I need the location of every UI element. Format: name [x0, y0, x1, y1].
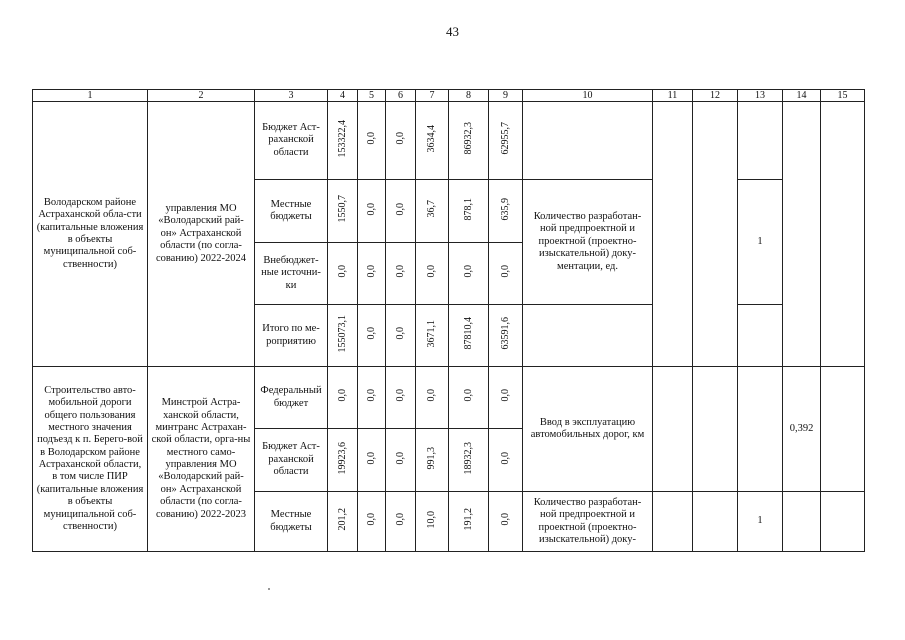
- table-row: [33, 367, 865, 429]
- indicator-value: 1: [738, 180, 783, 305]
- header-row: [33, 90, 865, 102]
- amount-value: 0,0: [365, 132, 377, 145]
- header-cell: 5: [358, 90, 386, 102]
- header-cell: 12: [693, 90, 738, 102]
- amount-value: 0,0: [394, 202, 406, 216]
- indicator-value: 1: [738, 492, 783, 552]
- amount-value: 635,9: [499, 197, 511, 221]
- header-cell: 2: [148, 90, 255, 102]
- funding-source: Итого по ме-роприятию: [255, 305, 328, 367]
- amount-value: 0,0: [336, 265, 348, 278]
- indicator-value: 0,392: [783, 367, 821, 492]
- amount-value: 0,0: [499, 389, 511, 402]
- header-cell: 10: [523, 90, 653, 102]
- header-cell: 3: [255, 90, 328, 102]
- amount-value: 62955,7: [499, 122, 511, 155]
- amount-value: 19923,6: [336, 441, 348, 475]
- header-cell: 13: [738, 90, 783, 102]
- amount-value: 0,0: [462, 265, 474, 278]
- amount-value: 191,2: [462, 508, 474, 531]
- amount-value: 0,0: [394, 389, 406, 402]
- amount-value: 0,0: [394, 327, 406, 340]
- amount-value: 0,0: [365, 389, 377, 402]
- amount-value: 0,0: [499, 265, 511, 278]
- measure-name: Строительство авто-мобильной дороги общего пользования местного значения подъезд к п. Берего-вой в Володарском районе Астраханской области, в том числе ПИР (капитальные вложения в объекты муниципальной соб-ственности): [33, 367, 148, 552]
- amount-value: 0,0: [426, 265, 438, 278]
- amount-value: 3634,4: [426, 124, 438, 153]
- header-cell: 14: [783, 90, 821, 102]
- amount-value: 0,0: [499, 451, 511, 465]
- amount-value: 153322,4: [336, 119, 348, 158]
- amount-value: 3671,1: [426, 319, 438, 348]
- amount-value: 0,0: [365, 265, 377, 278]
- header-cell: 9: [489, 90, 523, 102]
- amount-value: 155073,1: [336, 314, 348, 353]
- indicator-cell: Количество разработан-ной предпроектной и проектной (проектно-изыскательной) доку-: [523, 492, 653, 552]
- page-number: 43: [446, 24, 459, 39]
- amount-value: 991,3: [426, 446, 438, 470]
- header-cell: 7: [416, 90, 449, 102]
- table-row: [33, 102, 865, 180]
- header-cell: 1: [33, 90, 148, 102]
- indicator-cell: Ввод в эксплуатацию автомобильных дорог, км: [523, 367, 653, 492]
- amount-value: 0,0: [365, 513, 377, 526]
- header-cell: 8: [449, 90, 489, 102]
- amount-value: 201,2: [336, 508, 348, 531]
- header-cell: 6: [386, 90, 416, 102]
- amount-value: 0,0: [365, 451, 377, 465]
- amount-value: 0,0: [394, 451, 406, 465]
- amount-value: 0,0: [394, 513, 406, 526]
- amount-value: 86932,3: [462, 122, 474, 155]
- amount-value: 0,0: [426, 389, 438, 402]
- measure-name: Володарском районе Астраханской обла-сти (капитальные вложения в объекты муниципальной соб-ственности): [33, 102, 148, 367]
- amount-value: 0,0: [394, 132, 406, 145]
- amount-value: 36,7: [426, 200, 438, 218]
- amount-value: 18932,3: [462, 441, 474, 475]
- amount-value: 878,1: [462, 197, 474, 221]
- funding-source: Местные бюджеты: [255, 180, 328, 243]
- executor-cell: Минстрой Астра-ханской области, минтранс Астрахан-ской области, орга-ны местного само-управления МО «Володарский рай-он» Астраханской области (по согла-сованию) 2022-2023: [148, 367, 255, 552]
- funding-source: Внебюджет-ные источни-ки: [255, 243, 328, 305]
- amount-value: 0,0: [365, 202, 377, 216]
- funding-source: Федеральный бюджет: [255, 367, 328, 429]
- scan-speck: [268, 588, 270, 590]
- indicator-cell: Количество разработан-ной предпроектной и проектной (проектно-изыскательной) доку-ментации, ед.: [523, 180, 653, 305]
- amount-value: 10,0: [426, 510, 438, 529]
- amount-value: 87810,4: [462, 317, 474, 350]
- amount-value: 0,0: [394, 265, 406, 278]
- funding-source: Местные бюджеты: [255, 492, 328, 552]
- amount-value: 0,0: [462, 389, 474, 402]
- header-cell: 4: [328, 90, 358, 102]
- header-cell: 15: [821, 90, 865, 102]
- executor-cell: управления МО «Володарский рай-он» Астраханской области (по согла-сованию) 2022-2024: [148, 102, 255, 367]
- amount-value: 63591,6: [499, 317, 511, 350]
- amount-value: 0,0: [499, 513, 511, 526]
- amount-value: 0,0: [365, 327, 377, 340]
- program-table: [32, 89, 865, 552]
- header-cell: 11: [653, 90, 693, 102]
- funding-source: Бюджет Аст-раханской области: [255, 102, 328, 180]
- funding-source: Бюджет Аст-раханской области: [255, 429, 328, 492]
- amount-value: 0,0: [336, 389, 348, 402]
- amount-value: 1550,7: [336, 195, 348, 223]
